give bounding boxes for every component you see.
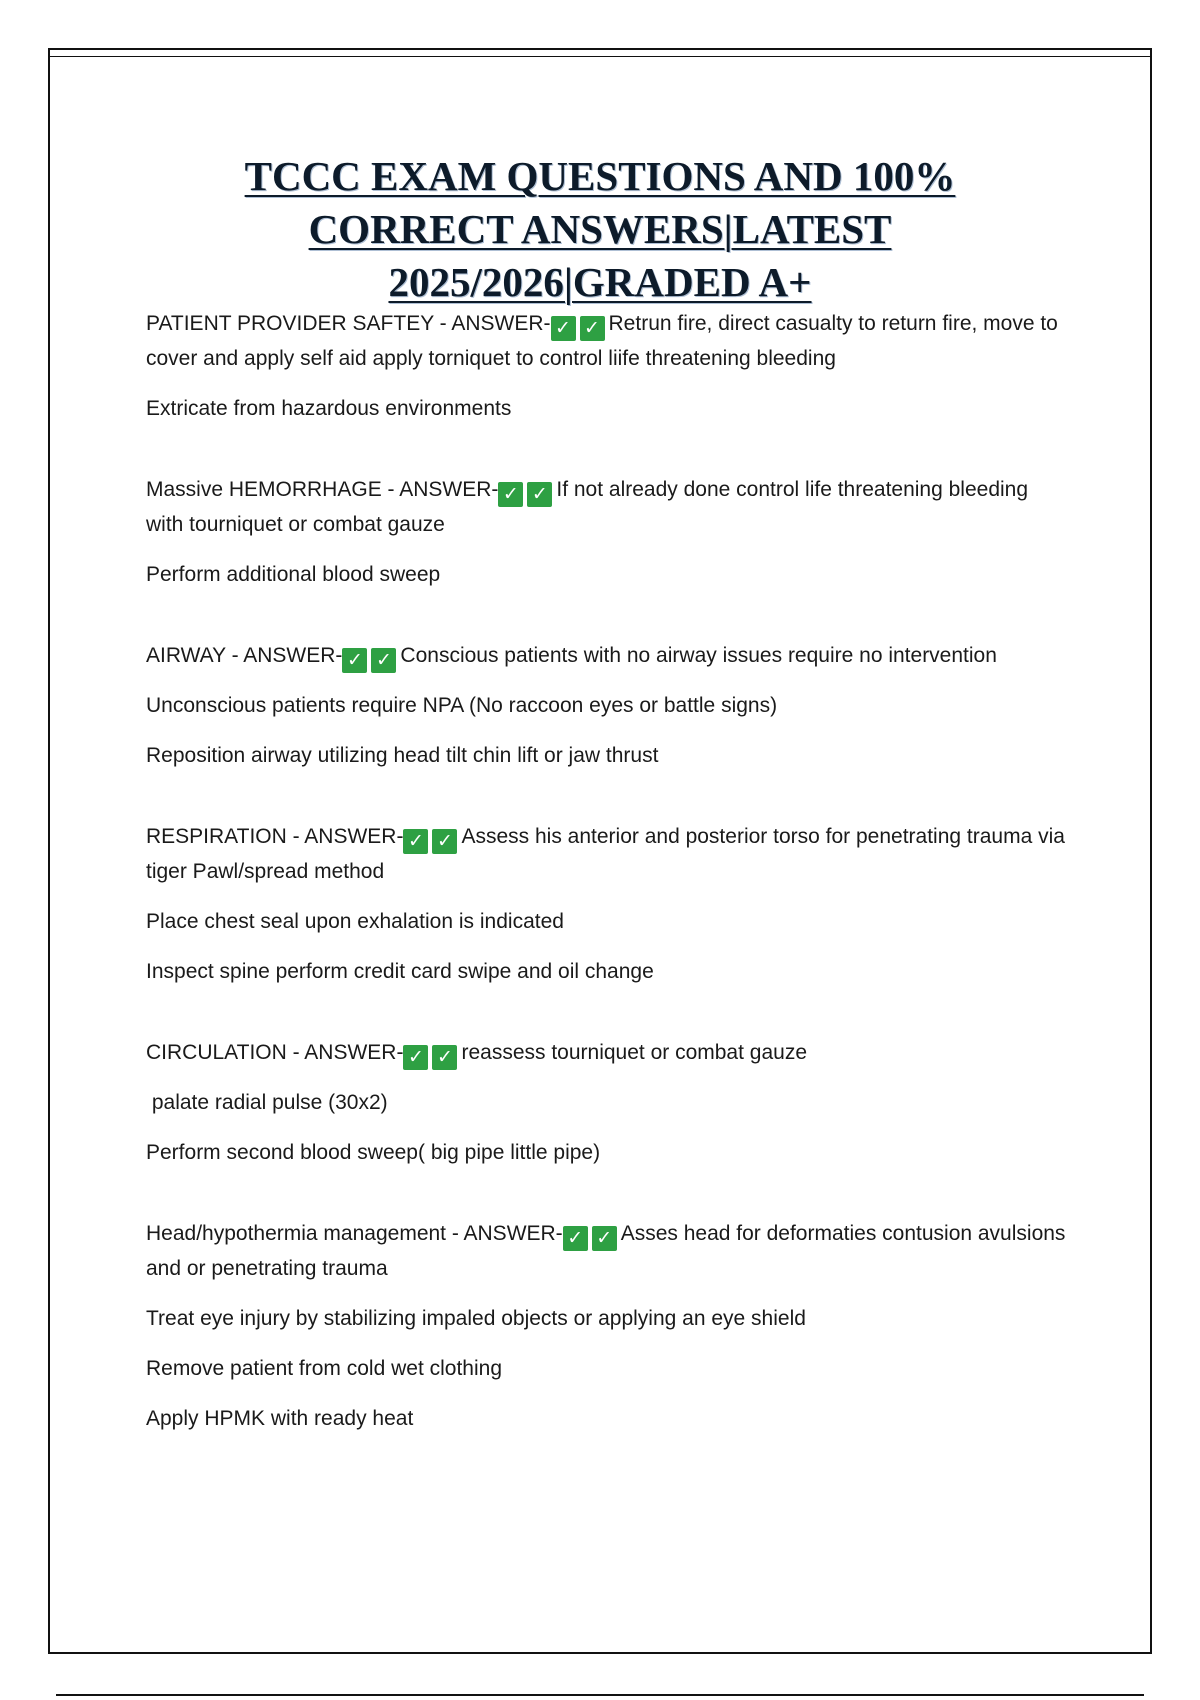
qa-section xyxy=(146,306,1066,426)
answer-detail: Inspect spine perform credit card swipe and oil change xyxy=(146,960,654,983)
title-line: TCCC EXAM QUESTIONS AND 100% xyxy=(244,153,956,199)
page-bottom-rule xyxy=(56,1694,1144,1696)
check-mark-icon: ✓ xyxy=(527,482,552,507)
answer-detail: palate radial pulse (30x2) xyxy=(146,1091,388,1114)
check-mark-icon: ✓ xyxy=(498,482,523,507)
check-mark-icon: ✓ xyxy=(592,1226,617,1251)
check-mark-icon: ✓ xyxy=(580,316,605,341)
question-heading: PATIENT PROVIDER SAFTEY - ANSWER- xyxy=(146,312,551,335)
question-heading: AIRWAY - ANSWER- xyxy=(146,644,343,667)
question-answer xyxy=(146,306,1066,376)
answer-text: Retrun fire, direct casualty to return fire, move to cover and apply self aid apply torniquet to control liife threatening bleeding xyxy=(146,312,1058,370)
question-heading: RESPIRATION - ANSWER- xyxy=(146,825,404,848)
answer-detail: Reposition airway utilizing head tilt chin lift or jaw thrust xyxy=(146,744,659,767)
answer-detail: Perform second blood sweep( big pipe little pipe) xyxy=(146,1141,601,1164)
question-answer xyxy=(146,472,1066,542)
answer-text: Conscious patients with no airway issues require no intervention xyxy=(400,644,997,667)
question-answer xyxy=(146,819,1066,889)
check-mark-icon: ✓ xyxy=(432,1045,457,1070)
check-mark-icon: ✓ xyxy=(403,829,428,854)
document-body xyxy=(146,306,1066,1482)
check-mark-icon: ✓ xyxy=(551,316,576,341)
answer-detail: Unconscious patients require NPA (No raccoon eyes or battle signs) xyxy=(146,694,778,717)
qa-section xyxy=(146,638,1066,773)
question-answer xyxy=(146,1035,1066,1070)
check-mark-icon: ✓ xyxy=(403,1045,428,1070)
question-heading: Head/hypothermia management - ANSWER- xyxy=(146,1222,563,1245)
question-answer xyxy=(146,638,1066,673)
qa-section xyxy=(146,1035,1066,1170)
qa-section xyxy=(146,819,1066,989)
question-heading: Massive HEMORRHAGE - ANSWER- xyxy=(146,478,499,501)
document-title xyxy=(0,150,1200,309)
title-line: 2025/2026|GRADED A+ xyxy=(388,259,812,305)
answer-detail: Extricate from hazardous environments xyxy=(146,397,512,420)
check-mark-icon: ✓ xyxy=(371,648,396,673)
qa-section xyxy=(146,1216,1066,1436)
qa-section xyxy=(146,472,1066,592)
answer-detail: Place chest seal upon exhalation is indicated xyxy=(146,910,564,933)
check-mark-icon: ✓ xyxy=(563,1226,588,1251)
answer-detail: Remove patient from cold wet clothing xyxy=(146,1357,503,1380)
check-mark-icon: ✓ xyxy=(432,829,457,854)
title-line: CORRECT ANSWERS|LATEST xyxy=(308,206,892,252)
answer-text: If not already done control life threatening bleeding with tourniquet or combat gauze xyxy=(146,478,1029,536)
answer-text: Assess his anterior and posterior torso for penetrating trauma via tiger Pawl/spread method xyxy=(146,825,1065,883)
question-answer xyxy=(146,1216,1066,1286)
check-mark-icon: ✓ xyxy=(342,648,367,673)
answer-detail: Perform additional blood sweep xyxy=(146,563,441,586)
question-heading: CIRCULATION - ANSWER- xyxy=(146,1041,404,1064)
answer-detail: Apply HPMK with ready heat xyxy=(146,1407,414,1430)
answer-detail: Treat eye injury by stabilizing impaled objects or applying an eye shield xyxy=(146,1307,806,1330)
answer-text: Asses head for deformaties contusion avulsions and or penetrating trauma xyxy=(146,1222,1066,1280)
answer-text: reassess tourniquet or combat gauze xyxy=(461,1041,807,1064)
